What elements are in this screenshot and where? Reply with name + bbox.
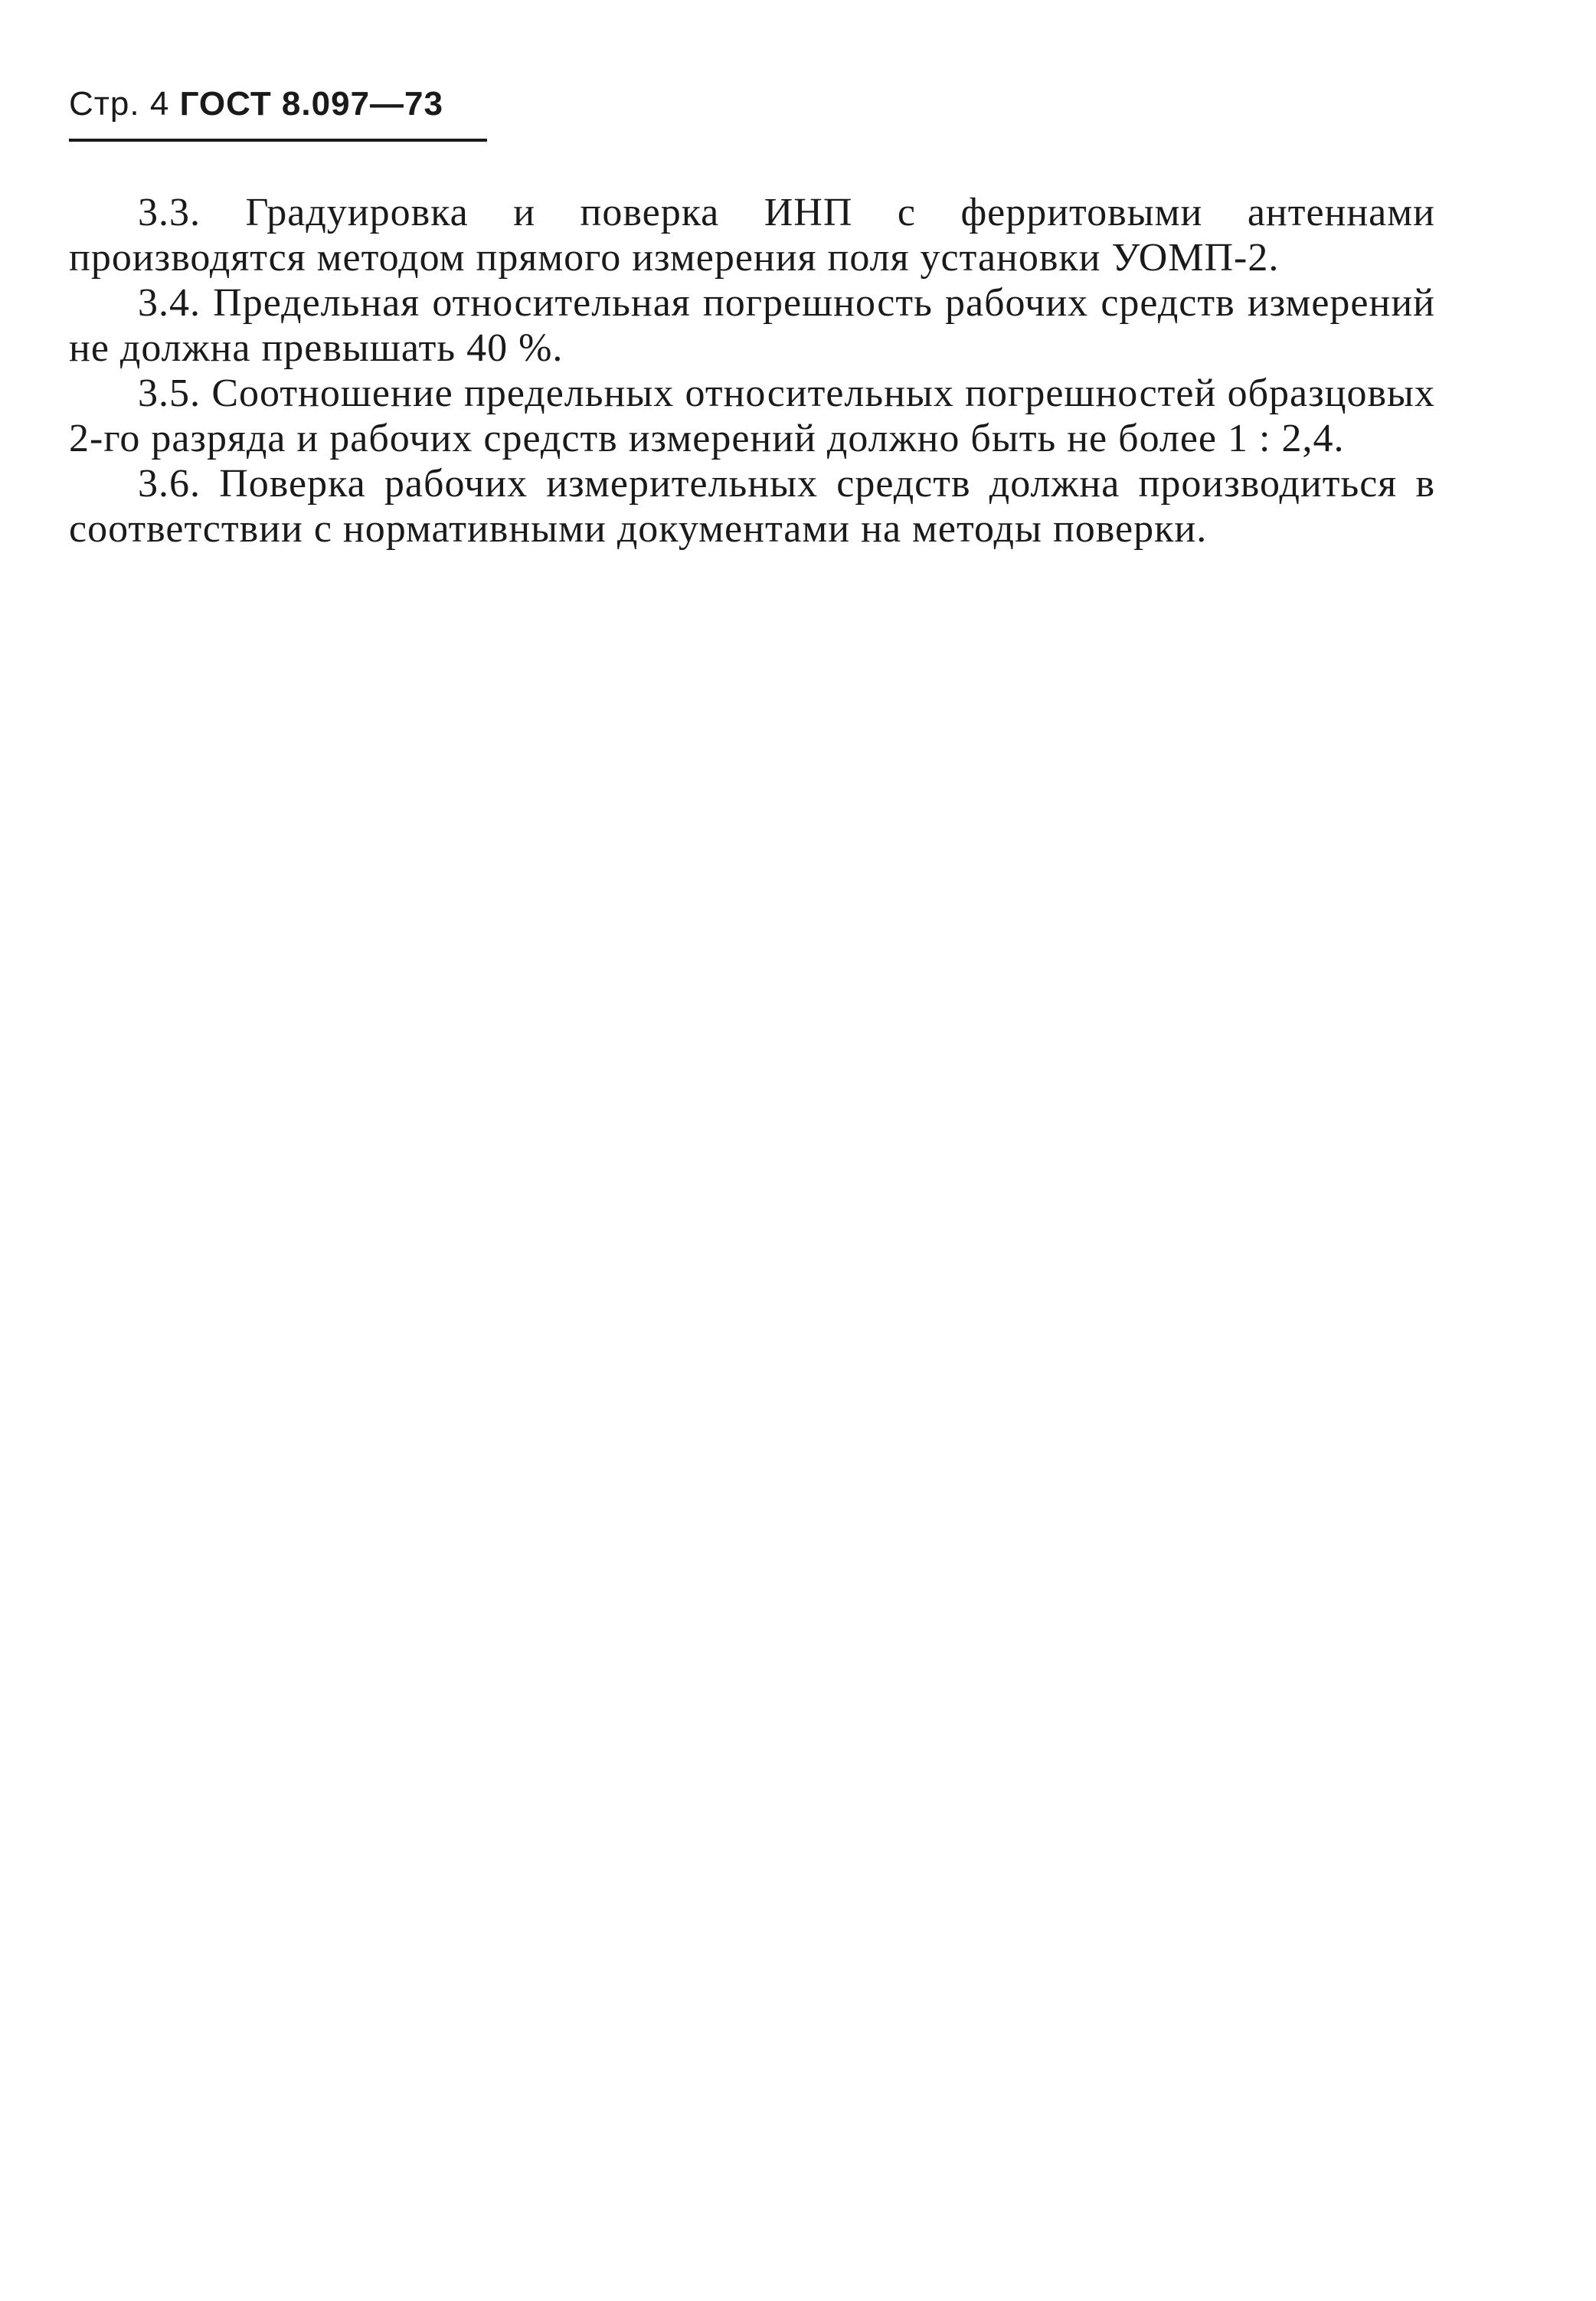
standard-designation: ГОСТ 8.097—73 — [179, 85, 443, 123]
page-header — [69, 83, 487, 126]
header-rule — [69, 139, 487, 142]
paragraph-3-3: 3.3. Градуировка и поверка ИНП с ферритовыми антеннами производятся методом прямого измерения поля установки УОМП-2. — [69, 191, 1435, 280]
page-number-label: Стр. 4 — [69, 85, 170, 123]
document-body — [69, 190, 1435, 552]
paragraph-3-5: 3.5. Соотношение предельных относительных погрешностей образцовых 2-го разряда и рабочих средств измерений должно быть не более 1 : 2,4. — [69, 371, 1435, 460]
paragraph-3-4: 3.4. Предельная относительная погрешность рабочих средств измерений не должна превышать 40 %. — [69, 281, 1435, 370]
paragraph-3-6: 3.6. Поверка рабочих измерительных средств должна производиться в соответствии с нормативными документами на методы поверки. — [69, 462, 1435, 551]
